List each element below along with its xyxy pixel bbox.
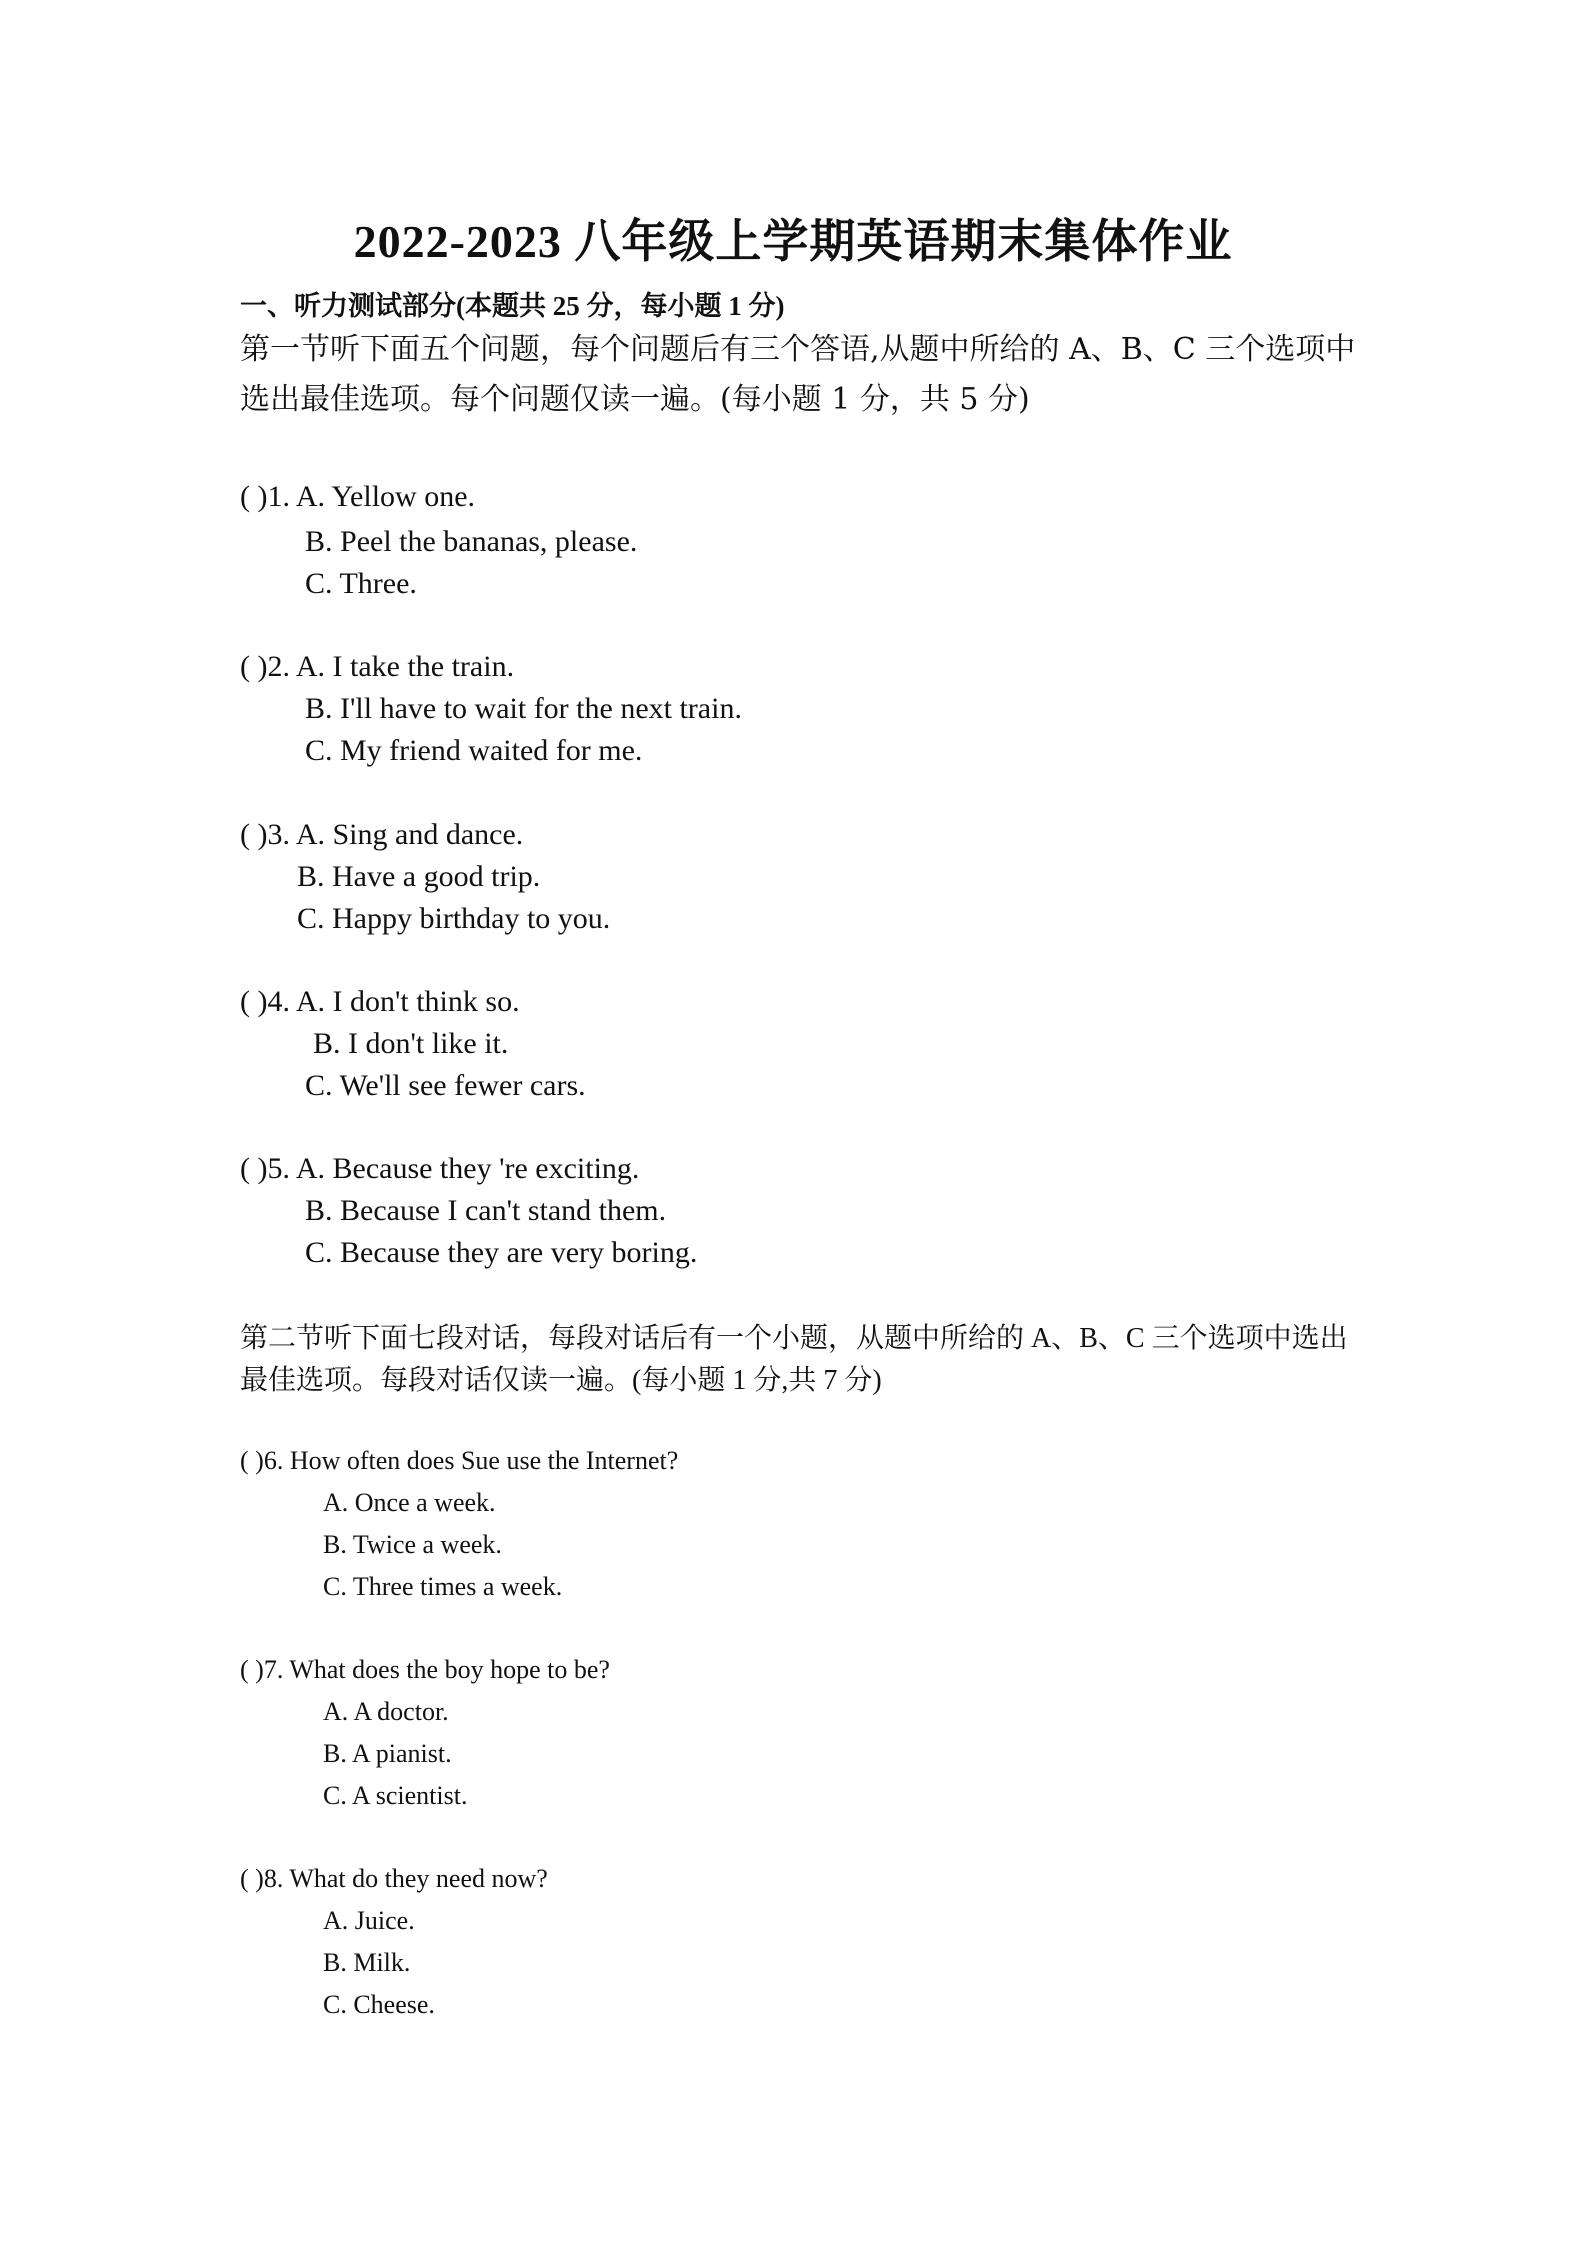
question-1-option-b: B. Peel the bananas, please. xyxy=(305,525,638,558)
question-3-option-b: B. Have a good trip. xyxy=(297,860,541,893)
question-6-option-a: A. Once a week. xyxy=(323,1488,496,1517)
part2-instruction: 第二节听下面七段对话，每段对话后有一个小题，从题中所给的 A、B、C 三个选项中选出最佳选项。每段对话仅读一遍。(每小题 1 分,共 7 分) xyxy=(240,1323,1348,1396)
question-7-option-b: B. A pianist. xyxy=(323,1739,452,1768)
question-7-option-a: A. A doctor. xyxy=(323,1697,449,1726)
question-1-option-c: C. Three. xyxy=(305,567,417,600)
question-1: ( )1. A. Yellow one. xyxy=(240,480,476,513)
section-heading: 一、听力测试部分(本题共 25 分，每小题 1 分) xyxy=(240,291,785,321)
question-6-option-c: C. Three times a week. xyxy=(323,1572,563,1601)
question-8-option-a: A. Juice. xyxy=(323,1906,415,1935)
question-6-option-b: B. Twice a week. xyxy=(323,1530,502,1559)
question-4-option-b: B. I don't like it. xyxy=(313,1027,509,1060)
question-2-option-b: B. I'll have to wait for the next train. xyxy=(305,692,742,725)
question-2-option-c: C. My friend waited for me. xyxy=(305,734,643,767)
question-8-option-b: B. Milk. xyxy=(323,1948,411,1977)
question-5: ( )5. A. Because they 're exciting. xyxy=(240,1152,640,1185)
question-4-option-c: C. We'll see fewer cars. xyxy=(305,1069,586,1102)
question-8: ( )8. What do they need now? xyxy=(240,1864,548,1893)
page-title: 2022-2023 八年级上学期英语期末集体作业 xyxy=(353,216,1233,267)
question-2: ( )2. A. I take the train. xyxy=(240,650,515,683)
question-8-option-c: C. Cheese. xyxy=(323,1990,435,2019)
part1-instruction: 第一节听下面五个问题，每个问题后有三个答语,从题中所给的 A、B、C 三个选项中选出最佳选项。每个问题仅读一遍。(每小题 1 分，共 5 分) xyxy=(240,332,1356,417)
question-7: ( )7. What does the boy hope to be? xyxy=(240,1655,610,1684)
question-6: ( )6. How often does Sue use the Internet? xyxy=(240,1446,679,1475)
question-3: ( )3. A. Sing and dance. xyxy=(240,818,524,851)
question-5-option-c: C. Because they are very boring. xyxy=(305,1236,698,1269)
question-4: ( )4. A. I don't think so. xyxy=(240,985,520,1018)
question-3-option-c: C. Happy birthday to you. xyxy=(297,902,611,935)
question-5-option-b: B. Because I can't stand them. xyxy=(305,1194,667,1227)
question-7-option-c: C. A scientist. xyxy=(323,1781,468,1810)
